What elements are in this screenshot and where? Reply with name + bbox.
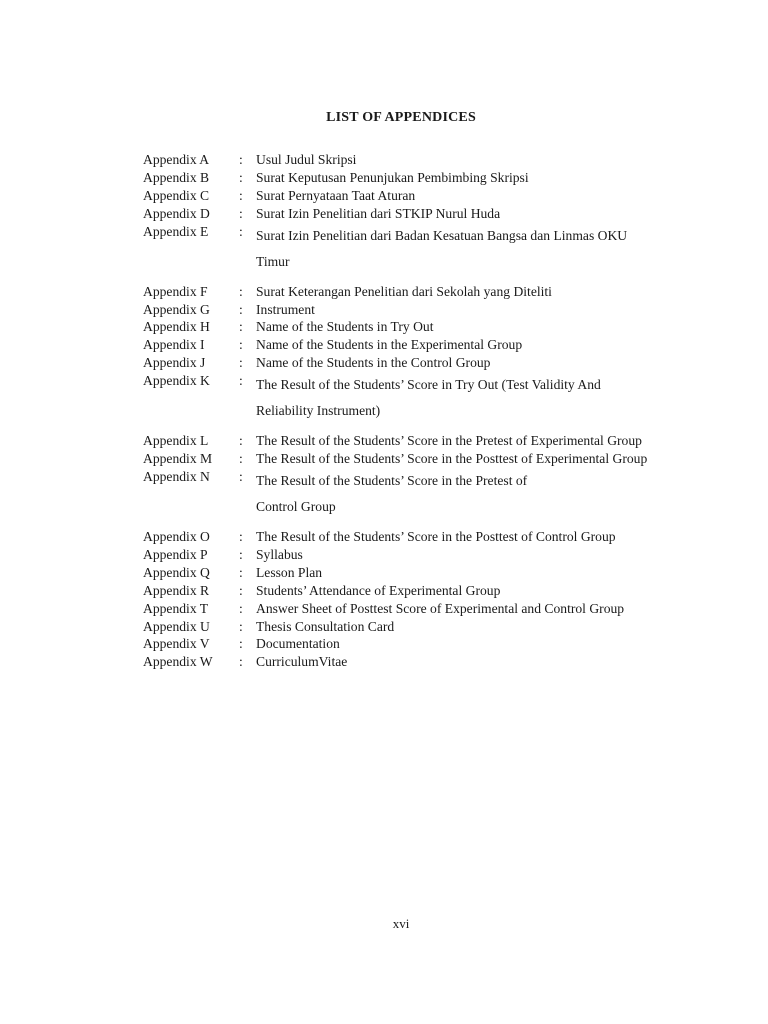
appendix-separator: : — [239, 546, 243, 562]
appendix-entry — [143, 528, 723, 546]
appendix-separator: : — [239, 301, 243, 317]
appendix-title: Lesson Plan — [256, 564, 323, 580]
appendix-entry — [143, 468, 723, 520]
appendix-label: Appendix U — [143, 618, 210, 634]
appendix-title: Syllabus — [256, 546, 303, 562]
appendix-title: Instrument — [256, 301, 315, 317]
appendix-title: Students’ Attendance of Experimental Group — [256, 582, 501, 598]
appendix-separator: : — [239, 468, 243, 484]
appendix-separator: : — [239, 355, 243, 371]
appendix-title: The Result of the Students’ Score in Try Out (Test Validity And Reliability Instrument) — [256, 377, 601, 419]
appendix-entry — [143, 653, 723, 671]
appendix-entry — [143, 223, 723, 275]
appendix-entry — [143, 618, 723, 636]
appendix-title: Surat Izin Penelitian dari Badan Kesatuan Bangsa dan Linmas OKU Timur — [256, 227, 628, 269]
appendix-title: Name of the Students in the Control Group — [256, 355, 491, 371]
appendix-title: CurriculumVitae — [256, 654, 348, 670]
appendix-entry — [143, 372, 723, 424]
appendix-separator: : — [239, 654, 243, 670]
appendix-label: Appendix N — [143, 468, 210, 484]
appendix-label: Appendix O — [143, 528, 210, 544]
appendix-list — [143, 151, 723, 671]
appendix-entry — [143, 450, 723, 468]
appendix-title: Name of the Students in Try Out — [256, 319, 434, 335]
appendix-label: Appendix T — [143, 600, 209, 616]
appendix-title: Thesis Consultation Card — [256, 618, 395, 634]
appendix-separator: : — [239, 205, 243, 221]
appendix-separator: : — [239, 283, 243, 299]
appendix-label: Appendix K — [143, 373, 210, 389]
appendix-title: Surat Pernyataan Taat Aturan — [256, 187, 416, 203]
appendix-label: Appendix M — [143, 451, 213, 467]
appendix-label: Appendix F — [143, 283, 208, 299]
page-number: xvi — [392, 916, 410, 931]
appendix-entry — [143, 169, 723, 187]
appendix-separator: : — [239, 152, 243, 167]
appendix-entry — [143, 283, 723, 301]
appendix-entry — [143, 151, 723, 169]
appendix-label: Appendix R — [143, 582, 210, 598]
appendix-entry — [143, 318, 723, 336]
appendix-label: Appendix C — [143, 187, 210, 203]
appendix-title: Surat Izin Penelitian dari STKIP Nurul Huda — [256, 205, 501, 221]
appendix-separator: : — [239, 169, 243, 185]
appendix-title: Documentation — [256, 636, 340, 652]
appendix-separator: : — [239, 433, 243, 449]
appendix-title: Surat Keterangan Penelitian dari Sekolah yang Diteliti — [256, 283, 552, 299]
appendix-title: The Result of the Students’ Score in the Pretest of Experimental Group — [256, 433, 642, 449]
appendix-title: The Result of the Students’ Score in the Posttest of Experimental Group — [256, 451, 648, 467]
appendix-title: Usul Judul Skripsi — [256, 152, 357, 167]
appendix-label: Appendix Q — [143, 564, 210, 580]
appendix-entry — [143, 187, 723, 205]
appendix-label: Appendix W — [143, 654, 213, 670]
appendix-label: Appendix G — [143, 301, 210, 317]
appendix-title: Surat Keputusan Penunjukan Pembimbing Skripsi — [256, 169, 529, 185]
appendix-label: Appendix V — [143, 636, 210, 652]
appendix-label: Appendix D — [143, 205, 210, 221]
appendix-entry — [143, 600, 723, 618]
appendix-separator: : — [239, 373, 243, 389]
appendix-separator: : — [239, 337, 243, 353]
appendix-separator: : — [239, 451, 243, 467]
appendix-label: Appendix J — [143, 355, 206, 371]
appendix-label: Appendix E — [143, 223, 209, 239]
appendix-entry — [143, 336, 723, 354]
appendix-title: The Result of the Students’ Score in the Pretest of Control Group — [256, 472, 528, 514]
appendix-separator: : — [239, 528, 243, 544]
appendix-separator: : — [239, 564, 243, 580]
appendix-label: Appendix L — [143, 433, 209, 449]
page-title: LIST OF APPENDICES — [326, 110, 476, 125]
appendix-title: The Result of the Students’ Score in the Posttest of Control Group — [256, 528, 616, 544]
appendix-separator: : — [239, 636, 243, 652]
appendix-entry — [143, 205, 723, 223]
appendix-title: Answer Sheet of Posttest Score of Experimental and Control Group — [256, 600, 625, 616]
appendix-label: Appendix H — [143, 319, 210, 335]
appendix-entry — [143, 582, 723, 600]
appendix-separator: : — [239, 319, 243, 335]
appendix-label: Appendix B — [143, 169, 210, 185]
appendix-entry — [143, 635, 723, 653]
appendix-label: Appendix I — [143, 337, 205, 353]
appendix-separator: : — [239, 187, 243, 203]
appendix-label: Appendix P — [143, 546, 208, 562]
appendix-entry — [143, 354, 723, 372]
appendix-separator: : — [239, 600, 243, 616]
appendix-separator: : — [239, 223, 243, 239]
appendix-separator: : — [239, 618, 243, 634]
appendix-entry — [143, 432, 723, 450]
appendix-entry — [143, 546, 723, 564]
appendix-entry — [143, 301, 723, 319]
appendix-separator: : — [239, 582, 243, 598]
appendix-label: Appendix A — [143, 152, 210, 167]
appendix-title: Name of the Students in the Experimental Group — [256, 337, 523, 353]
appendix-entry — [143, 564, 723, 582]
